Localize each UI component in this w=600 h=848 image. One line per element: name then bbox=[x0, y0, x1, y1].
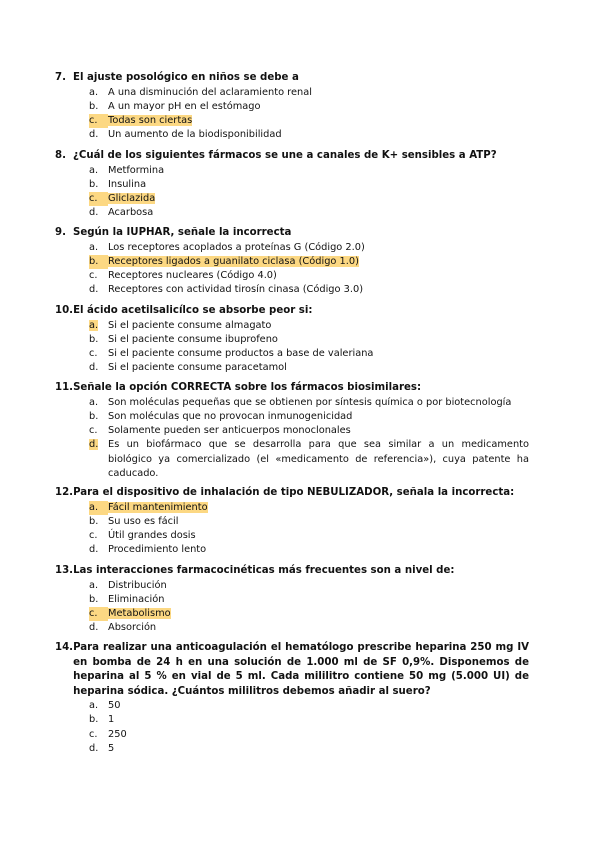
option-letter-highlighted: a. bbox=[89, 319, 99, 331]
option-letter: a. bbox=[89, 396, 99, 408]
option-letter: d. bbox=[89, 129, 99, 141]
option-text-highlighted: Metabolismo bbox=[108, 608, 171, 620]
question-text: Para el dispositivo de inhalación de tipo NEBULIZADOR, señala la incorrecta: bbox=[73, 487, 515, 498]
option-letter-highlighted: d. bbox=[89, 439, 99, 451]
option-letter: d. bbox=[89, 544, 99, 556]
question-7 bbox=[55, 71, 529, 143]
option-text: 1 bbox=[108, 714, 115, 726]
option-letter: c. bbox=[89, 530, 98, 542]
option-a bbox=[89, 86, 529, 100]
option-text: 50 bbox=[108, 700, 121, 711]
option-text: 250 bbox=[108, 728, 127, 740]
option-text: Absorción bbox=[108, 622, 157, 634]
option-letter: b. bbox=[89, 178, 99, 190]
question-number: 13. bbox=[55, 565, 74, 576]
option-d bbox=[89, 128, 529, 142]
option-text: A un mayor pH en el estómago bbox=[108, 100, 261, 112]
option-letter: d. bbox=[89, 362, 99, 374]
question-13 bbox=[55, 564, 529, 636]
question-number: 12. bbox=[55, 487, 74, 498]
question-12 bbox=[55, 486, 529, 558]
option-c bbox=[89, 728, 529, 742]
option-letter: a. bbox=[89, 241, 99, 253]
option-text: Son moléculas que no provocan inmunogenicidad bbox=[108, 410, 353, 422]
option-d bbox=[89, 543, 529, 557]
option-text-highlighted: Receptores ligados a guanilato ciclasa (Código 1.0) bbox=[108, 255, 359, 267]
question-text: ¿Cuál de los siguientes fármacos se une a canales de K+ sensibles a ATP? bbox=[73, 150, 497, 161]
option-c bbox=[89, 192, 529, 206]
question-number: 7. bbox=[55, 72, 66, 83]
option-c bbox=[89, 269, 529, 283]
option-text: Procedimiento lento bbox=[108, 544, 207, 556]
option-letter: b. bbox=[89, 333, 99, 345]
option-text: Un aumento de la biodisponibilidad bbox=[108, 129, 282, 141]
option-d bbox=[89, 206, 529, 220]
option-letter: a. bbox=[89, 501, 108, 515]
option-a bbox=[89, 164, 529, 178]
option-b bbox=[89, 515, 529, 529]
option-a bbox=[89, 319, 529, 333]
question-text: Las interacciones farmacocinéticas más frecuentes son a nivel de: bbox=[73, 565, 455, 576]
question-number: 14. bbox=[55, 642, 74, 653]
option-a bbox=[89, 579, 529, 593]
option-a bbox=[89, 501, 529, 515]
question-number: 11. bbox=[55, 382, 74, 393]
option-text: Si el paciente consume productos a base de valeriana bbox=[108, 348, 374, 360]
question-number: 8. bbox=[55, 150, 66, 161]
option-a bbox=[89, 241, 529, 255]
option-a bbox=[89, 396, 529, 410]
option-b bbox=[89, 333, 529, 347]
option-letter: b. bbox=[89, 255, 108, 269]
option-c bbox=[89, 607, 529, 621]
question-number: 9. bbox=[55, 227, 66, 238]
option-text: Receptores con actividad tirosín cinasa (Código 3.0) bbox=[108, 284, 364, 296]
question-14 bbox=[55, 641, 529, 756]
question-8 bbox=[55, 149, 529, 221]
question-11 bbox=[55, 381, 529, 481]
option-c bbox=[89, 529, 529, 543]
option-text: Son moléculas pequeñas que se obtienen por síntesis química o por biotecnología bbox=[108, 396, 512, 408]
option-letter: d. bbox=[89, 742, 99, 754]
option-letter: d. bbox=[89, 284, 99, 296]
option-b bbox=[89, 410, 529, 424]
option-letter: c. bbox=[89, 192, 108, 206]
question-text: El ácido acetilsalicílco se absorbe peor si: bbox=[73, 305, 313, 316]
option-letter: c. bbox=[89, 728, 98, 740]
option-letter: c. bbox=[89, 607, 108, 621]
option-letter: c. bbox=[89, 270, 98, 282]
option-text: Solamente pueden ser anticuerpos monoclonales bbox=[108, 425, 351, 437]
option-letter: a. bbox=[89, 700, 99, 711]
question-text: Según la IUPHAR, señale la incorrecta bbox=[73, 227, 292, 238]
option-text: 5 bbox=[108, 742, 115, 754]
option-text: Si el paciente consume almagato bbox=[108, 319, 272, 331]
option-text: Receptores nucleares (Código 4.0) bbox=[108, 270, 277, 282]
option-d bbox=[89, 361, 529, 375]
question-9 bbox=[55, 226, 529, 298]
option-d bbox=[89, 621, 529, 635]
option-letter: b. bbox=[89, 410, 99, 422]
option-letter: c. bbox=[89, 348, 98, 360]
option-text: Eliminación bbox=[108, 593, 165, 605]
option-d bbox=[89, 742, 529, 756]
option-letter: b. bbox=[89, 515, 99, 527]
option-letter: a. bbox=[89, 164, 99, 176]
option-letter: a. bbox=[89, 579, 99, 591]
option-b bbox=[89, 255, 529, 269]
option-b bbox=[89, 100, 529, 114]
option-c bbox=[89, 114, 529, 128]
option-b bbox=[89, 713, 529, 727]
question-text: El ajuste posológico en niños se debe a bbox=[73, 72, 299, 83]
option-letter: d. bbox=[89, 207, 99, 219]
option-text: Es un biofármaco que se desarrolla para que sea similar a un medicamento biológico ya comercializado (el «medicamento de referencia»), cuya patente ha caducado. bbox=[108, 439, 529, 479]
option-text: Útil grandes dosis bbox=[108, 530, 196, 542]
option-text: Su uso es fácil bbox=[108, 515, 179, 527]
question-number: 10. bbox=[55, 305, 74, 316]
option-letter: c. bbox=[89, 425, 98, 437]
option-text: Insulina bbox=[108, 178, 147, 190]
option-text-highlighted: Todas son ciertas bbox=[108, 115, 193, 127]
option-b bbox=[89, 178, 529, 192]
option-text-highlighted: Gliclazida bbox=[108, 193, 156, 205]
option-b bbox=[89, 593, 529, 607]
question-text: Señale la opción CORRECTA sobre los fármacos biosimilares: bbox=[73, 382, 422, 393]
option-text-highlighted: Fácil mantenimiento bbox=[108, 501, 208, 513]
option-text: Si el paciente consume ibuprofeno bbox=[108, 333, 278, 345]
option-letter: a. bbox=[89, 86, 99, 98]
option-text: Metformina bbox=[108, 164, 165, 176]
option-letter: b. bbox=[89, 593, 99, 605]
option-text: Los receptores acoplados a proteínas G (Código 2.0) bbox=[108, 241, 365, 253]
option-text: Si el paciente consume paracetamol bbox=[108, 362, 287, 374]
option-text: Distribución bbox=[108, 579, 167, 591]
option-letter: d. bbox=[89, 622, 99, 634]
question-10 bbox=[55, 304, 529, 376]
option-c bbox=[89, 424, 529, 438]
question-text: Para realizar una anticoagulación el hematólogo prescribe heparina 250 mg IV en bomba de 24 h en una solución de 1.000 ml de SF 0,9%. Disponemos de heparina al 5 % en vial de 5 ml. Cada mililitro contiene 50 mg (5.000 UI) de heparina sódica. ¿Cuántos mililitros debemos añadir al suero? bbox=[73, 642, 529, 697]
option-d bbox=[89, 438, 529, 481]
option-text: A una disminución del aclaramiento renal bbox=[108, 86, 312, 98]
option-a bbox=[89, 699, 529, 713]
option-letter: b. bbox=[89, 714, 99, 726]
option-letter: c. bbox=[89, 114, 108, 128]
option-c bbox=[89, 347, 529, 361]
option-text: Acarbosa bbox=[108, 207, 154, 219]
option-letter: b. bbox=[89, 100, 99, 112]
option-d bbox=[89, 283, 529, 297]
